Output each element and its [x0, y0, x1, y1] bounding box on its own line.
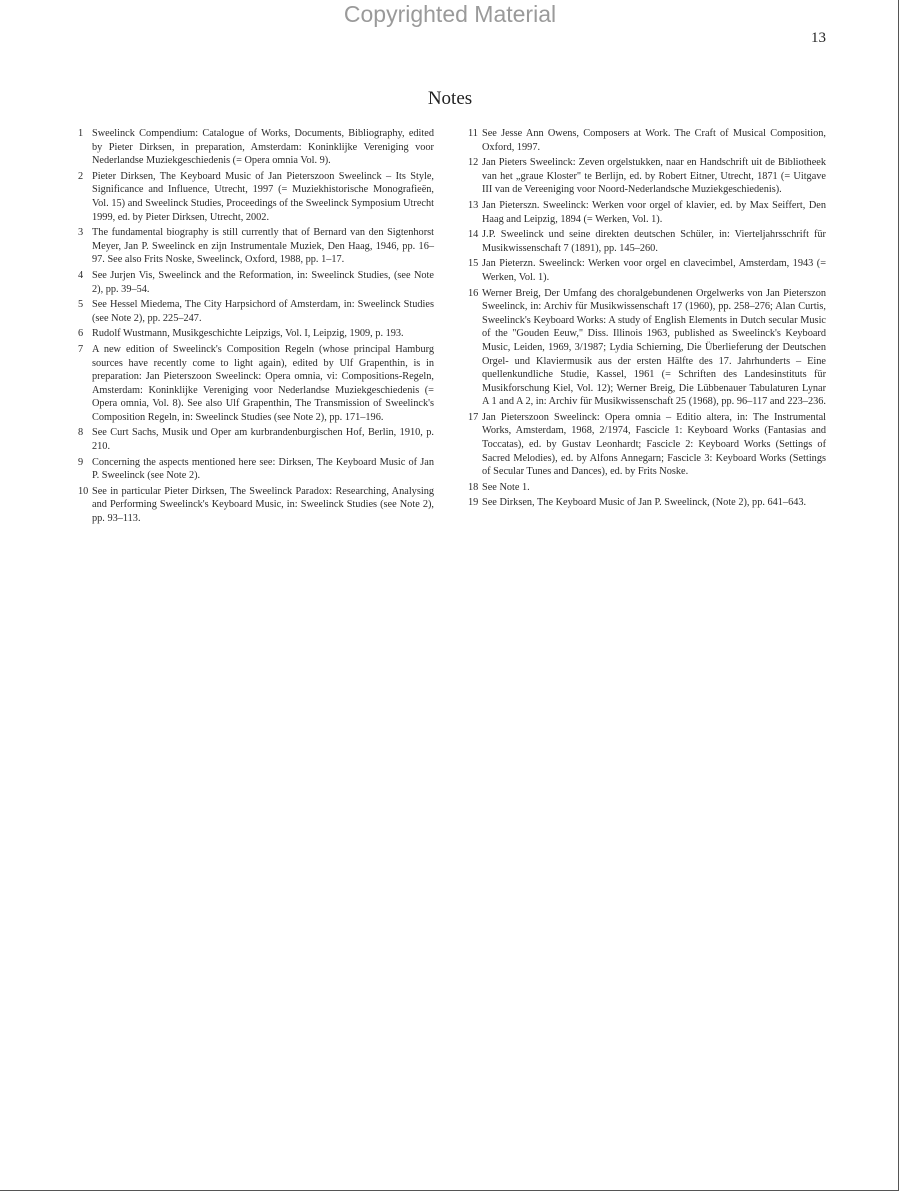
page-number: 13: [811, 30, 826, 46]
note-16: [468, 287, 826, 409]
note-number: 12: [468, 157, 479, 169]
note-text: See Hessel Miedema, The City Harpsichord of Amsterdam, in: Sweelinck Studies (see Note 2), pp. 225–247.: [92, 299, 434, 324]
note-number: 8: [78, 427, 84, 439]
note-number: 13: [468, 199, 479, 211]
note-8: [78, 426, 434, 453]
note-15: [468, 257, 826, 284]
note-number: 3: [78, 227, 84, 239]
note-12: [468, 156, 826, 197]
note-text: Werner Breig, Der Umfang des choralgebundenen Orgelwerks von Jan Pieterszon Sweelinck, in: Archiv für Musikwissenschaft 17 (1960), pp. 258–276; Alan Curtis, Sweelinck's Keyboard Works: A study of English Elements in Dutch secular Music of the "Gouden Eeuw," Diss. Illinois 1963, published as Sweelinck's Keyboard Music, Leiden, 1969, 3/1987; Lydia Schierning, Die Überlieferung der Deutschen Orgel- und Klaviermusik aus der ersten Hälfte des 17. Jahrhunderts – Eine quellenkundliche Studie, Kassel, 1961 (= Schriften des Landesinstituts für Musikforschung Kiel, Vol. 12); Werner Breig, Die Lübbenauer Tabulaturen Lynar A 1 and A 2, in: Archiv für Musikwissenschaft 25 (1968), pp. 96–117 and 223–236.: [482, 287, 826, 408]
note-6: [78, 327, 434, 341]
note-3: [78, 226, 434, 267]
notes-left-column: [78, 127, 434, 528]
note-number: 4: [78, 269, 84, 281]
note-text: See in particular Pieter Dirksen, The Sweelinck Paradox: Researching, Analysing and Performing Sweelinck's Keyboard Music, in: Sweelinck Studies (see Note 2), pp. 93–113.: [92, 485, 434, 525]
note-text: Jan Pieterszn. Sweelinck: Werken voor orgel of klavier, ed. by Max Seiffert, Den Haag and Leipzig, 1894 (= Werken, Vol. 1).: [482, 199, 826, 225]
note-text: See Dirksen, The Keyboard Music of Jan P. Sweelinck, (Note 2), pp. 641–643.: [482, 497, 807, 509]
note-1: [78, 127, 434, 168]
note-text: J.P. Sweelinck und seine direkten deutschen Schüler, in: Vierteljahrsschrift für Musikwissenschaft 7 (1891), pp. 145–260.: [482, 229, 826, 254]
note-number: 17: [468, 411, 479, 423]
note-number: 6: [78, 328, 84, 340]
note-number: 16: [468, 287, 479, 299]
note-2: [78, 170, 434, 224]
note-number: 2: [78, 170, 84, 182]
notes-right-column: [468, 127, 826, 512]
note-text: See Jurjen Vis, Sweelinck and the Reformation, in: Sweelinck Studies, (see Note 2), pp. 39–54.: [92, 269, 434, 295]
note-number: 15: [468, 258, 479, 270]
note-17: [468, 411, 826, 479]
note-10: [78, 485, 434, 526]
note-number: 7: [78, 343, 84, 355]
note-9: [78, 456, 434, 483]
note-text: A new edition of Sweelinck's Composition Regeln (whose principal Hamburg sources have recently come to light again), edited by Ulf Grapenthin, is in preparation: Jan Pieterszoon Sweelinck: Opera omnia, vi: Compositions-Regeln, Amsterdam: Koninklijke Vereniging voor Nederlandse Muziekgeschiedenis (= Opera omnia, Vol. 8). See also Ulf Grapenthin, The Transmission of Sweelinck's Composition Regeln, in: Sweelinck Studies (see Note 2), pp. 171–196.: [92, 343, 434, 423]
note-5: [78, 298, 434, 325]
note-number: 11: [468, 128, 478, 139]
note-4: [78, 269, 434, 296]
note-text: See Jesse Ann Owens, Composers at Work. The Craft of Musical Composition, Oxford, 1997.: [482, 128, 826, 153]
note-number: 18: [468, 481, 479, 493]
note-18: [468, 481, 826, 495]
note-text: Jan Pieters Sweelinck: Zeven orgelstukken, naar en Handschrift uit de Bibliotheek van het „graue Kloster" te Berlijn, ed. by Robert Eitner, Utrecht, 1871 (= Uitgave III van de Vereeniging voor Noord-Nederlandsche Muziekgeschiedenis).: [482, 157, 826, 196]
note-number: 14: [468, 229, 479, 241]
note-text: Jan Pieterzn. Sweelinck: Werken voor orgel en clavecimbel, Amsterdam, 1943 (= Werken, Vol. 1).: [482, 258, 826, 283]
note-text: The fundamental biography is still currently that of Bernard van den Sigtenhorst Meyer, Jan P. Sweelinck en zijn Instrumentale Muziek, Den Haag, 1946, pp. 16–97. See also Frits Noske, Sweelinck, Oxford, 1988, pp. 1–17.: [92, 227, 434, 266]
note-number: 19: [468, 497, 479, 509]
note-text: See Curt Sachs, Musik und Oper am kurbrandenburgischen Hof, Berlin, 1910, p. 210.: [92, 427, 434, 453]
note-text: Jan Pieterszoon Sweelinck: Opera omnia – Editio altera, in: The Instrumental Works, Amsterdam, 1968, 2/1974, Fascicle 1: Keyboard Works (Fantasias and Toccatas), ed. by Gustav Leonhardt; Fascicle 2: Keyboard Works (Settings of Sacred Melodies), ed. by Alfons Annegarn; Fascicle 3: Keyboard Works (Settings of Secular Tunes and Dances), ed. by Frits Noske.: [482, 411, 826, 478]
note-13: [468, 199, 826, 226]
note-number: 1: [78, 128, 84, 139]
note-text: See Note 1.: [482, 481, 530, 493]
note-text: Sweelinck Compendium: Catalogue of Works, Documents, Bibliography, edited by Pieter Dirksen, in preparation, Amsterdam: Koninklijke Vereniging voor Nederlandse Muziekgeschiedenis (= Opera omnia Vol. 9).: [92, 128, 434, 167]
page-title: Notes: [427, 88, 473, 109]
note-7: [78, 343, 434, 425]
note-11: [468, 127, 826, 154]
copyright-watermark: Copyrighted Material: [343, 1, 557, 27]
note-14: [468, 228, 826, 255]
note-text: Concerning the aspects mentioned here see: Dirksen, The Keyboard Music of Jan P. Sweelinck (see Note 2).: [92, 456, 434, 482]
note-number: 5: [78, 299, 84, 311]
note-text: Rudolf Wustmann, Musikgeschichte Leipzigs, Vol. I, Leipzig, 1909, p. 193.: [92, 328, 404, 340]
note-text: Pieter Dirksen, The Keyboard Music of Jan Pieterszoon Sweelinck – Its Style, Significance and Influence, Utrecht, 1997 (= Muziekhistorische Monografieën, Vol. 15) and Sweelinck Studies, Proceedings of the Sweelinck Symposium Utrecht 1999, ed. by Pieter Dirksen, Utrecht, 2002.: [92, 170, 434, 223]
note-number: 9: [78, 456, 84, 468]
note-number: 10: [78, 485, 89, 497]
note-19: [468, 496, 826, 510]
